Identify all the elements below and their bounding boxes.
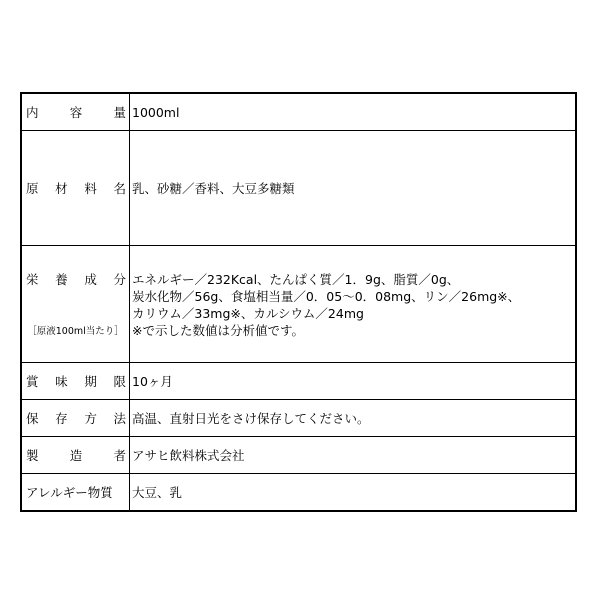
value-cell-nutrition xyxy=(130,246,577,363)
label-char: 存 xyxy=(55,410,68,426)
storage-value: 高温、直射日光をさけ保存してください。 xyxy=(132,410,370,426)
value-cell-volume xyxy=(130,93,577,131)
label-cell-nutrition xyxy=(21,246,130,363)
label-cell-ingredients xyxy=(21,131,130,246)
nutrition-note: ※で示した数値は分析値です。 xyxy=(132,323,304,338)
label-char: 賞 xyxy=(26,373,39,389)
table-row-best-before xyxy=(21,363,576,400)
table-row-ingredients xyxy=(21,131,576,246)
allergens-label: アレルギー物質 xyxy=(26,484,113,500)
label-char: 材 xyxy=(55,180,68,196)
label-char: 法 xyxy=(113,410,126,426)
label-char: 養 xyxy=(55,272,68,287)
table-row-allergens xyxy=(21,474,576,512)
label-char: 味 xyxy=(55,373,68,389)
label-char: 料 xyxy=(84,180,97,196)
label-cell-volume xyxy=(21,93,130,131)
value-cell-allergens xyxy=(130,474,577,512)
table-row-nutrition xyxy=(21,246,576,363)
table-row-manufacturer xyxy=(21,437,576,474)
allergens-value: 大豆、乳 xyxy=(132,484,183,500)
table-row-storage xyxy=(21,400,576,437)
label-char: 保 xyxy=(26,410,39,426)
label-char: 方 xyxy=(84,410,97,426)
label-char: 容 xyxy=(69,104,83,120)
ingredients-value: 乳、砂糖／香料、大豆多糖類 xyxy=(132,180,295,196)
label-cell-best-before xyxy=(21,363,130,400)
label-char: 分 xyxy=(113,272,126,287)
value-cell-manufacturer xyxy=(130,437,577,474)
label-char: 栄 xyxy=(26,272,39,287)
value-cell-ingredients xyxy=(130,131,577,246)
label-char: 期 xyxy=(84,373,97,389)
label-char: 限 xyxy=(113,373,126,389)
label-char: 原 xyxy=(26,180,39,196)
volume-value: 1000ml xyxy=(132,104,180,120)
label-char: 成 xyxy=(84,272,97,287)
product-spec-table xyxy=(20,92,577,512)
label-cell-storage xyxy=(21,400,130,437)
label-char: 名 xyxy=(113,180,126,196)
label-char: 製 xyxy=(26,447,39,463)
label-cell-allergens xyxy=(21,474,130,512)
label-cell-manufacturer xyxy=(21,437,130,474)
label-char: 造 xyxy=(69,447,83,463)
label-char: 内 xyxy=(26,104,39,120)
nutrition-line: カリウム／33mg※、カルシウム／24mg xyxy=(132,306,364,321)
nutrition-line: 炭水化物／56g、食塩相当量／0．05～0．08mg、リン／26mg※、 xyxy=(132,289,521,304)
manufacturer-value: アサヒ飲料株式会社 xyxy=(132,447,245,463)
value-cell-best-before xyxy=(130,363,577,400)
nutrition-line: エネルギー／232Kcal、たんぱく質／1．9g、脂質／0g、 xyxy=(132,272,460,287)
label-char: 者 xyxy=(113,447,126,463)
value-cell-storage xyxy=(130,400,577,437)
table-row-volume xyxy=(21,93,576,131)
best-before-value: 10ヶ月 xyxy=(132,373,173,389)
label-char: 量 xyxy=(113,104,126,120)
nutrition-basis-label: ［原液100ml当たり］ xyxy=(27,326,124,337)
